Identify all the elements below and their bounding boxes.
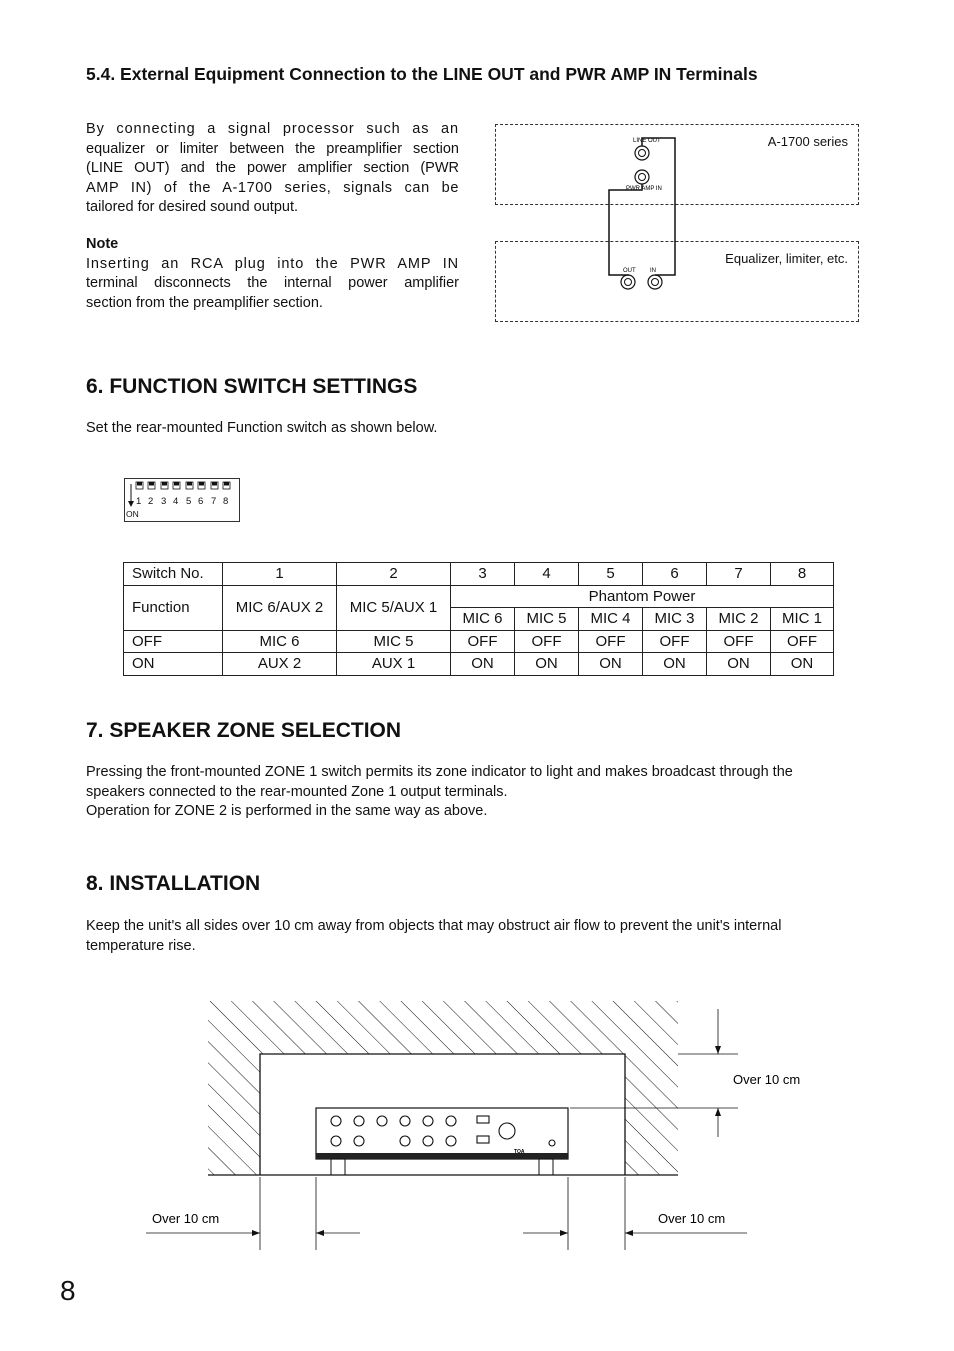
section-6-title: 6. FUNCTION SWITCH SETTINGS (86, 375, 418, 398)
arrow-down-icon (715, 1046, 721, 1054)
note-block (86, 235, 459, 313)
dip-number: 3 (161, 496, 167, 507)
table-cell: OFF (707, 630, 771, 653)
pwr-amp-in-label: PWR AMP IN (626, 186, 662, 192)
table-cell: OFF (579, 630, 643, 653)
left-clearance-label: Over 10 cm (152, 1211, 220, 1226)
dip-switch (124, 478, 240, 522)
table-cell: AUX 2 (223, 653, 337, 676)
table-cell: ON (515, 653, 579, 676)
right-clearance-label: Over 10 cm (658, 1211, 726, 1226)
table-row (124, 585, 834, 608)
body-line: speakers connected to the rear-mounted Zone 1 output terminals. (86, 783, 508, 800)
page-number: 8 (60, 1275, 76, 1306)
table-cell: AUX 1 (337, 653, 451, 676)
note-line: terminal disconnects the internal power amplifier (86, 275, 459, 291)
table-cell: Phantom Power (451, 585, 834, 608)
section-6-intro: Set the rear-mounted Function switch as shown below. (86, 420, 438, 436)
table-cell: ON (124, 653, 223, 676)
table-cell: 8 (771, 563, 834, 586)
unit-foot (331, 1159, 345, 1175)
table-cell: OFF (643, 630, 707, 653)
table-cell: 5 (579, 563, 643, 586)
arrow-down-icon (128, 501, 134, 507)
dip-number: 7 (211, 496, 217, 507)
equalizer-label: Equalizer, limiter, etc. (725, 251, 848, 266)
body-line: tailored for desired sound output. (86, 199, 298, 215)
line-out-jack-icon (635, 146, 649, 160)
table-cell: 7 (707, 563, 771, 586)
table-cell: OFF (515, 630, 579, 653)
table-cell: ON (451, 653, 515, 676)
table-cell: 6 (643, 563, 707, 586)
table-cell: MIC 4 (579, 608, 643, 631)
section-8-title: 8. INSTALLATION (86, 872, 261, 895)
pwr-amp-in-jack-icon (635, 170, 649, 184)
table-row (124, 563, 834, 586)
table-cell: 1 (223, 563, 337, 586)
body-line: temperature rise. (86, 937, 196, 954)
body-line: By connecting a signal processor such as an (86, 121, 459, 137)
a1700-label: A-1700 series (767, 134, 848, 149)
table-cell: OFF (771, 630, 834, 653)
table-cell: MIC 5/AUX 1 (337, 585, 451, 630)
body-line: Operation for ZONE 2 is performed in the same way as above. (86, 803, 488, 819)
section-8-body (86, 917, 876, 956)
arrow-right-icon (252, 1230, 260, 1236)
arrow-left-icon (316, 1230, 324, 1236)
dip-levers (136, 482, 230, 489)
table-cell: MIC 1 (771, 608, 834, 631)
table-row (124, 630, 834, 653)
section-5-4-title: 5.4. External Equipment Connection to the LINE OUT and PWR AMP IN Terminals (86, 64, 758, 84)
in-jack-icon (648, 275, 662, 289)
table-cell: ON (643, 653, 707, 676)
section-5-4-body (86, 120, 459, 218)
note-title: Note (86, 236, 119, 252)
amplifier-unit (316, 1108, 568, 1159)
dip-number: 8 (223, 496, 229, 507)
unit-brand: TOA (514, 1149, 525, 1155)
table-cell: Switch No. (124, 563, 223, 586)
dip-number: 4 (173, 496, 179, 507)
table-cell: ON (771, 653, 834, 676)
in-label: IN (650, 268, 656, 274)
table-cell: 2 (337, 563, 451, 586)
table-cell: MIC 6/AUX 2 (223, 585, 337, 630)
body-line: Keep the unit's all sides over 10 cm away from objects that may obstruct air flow to prevent the unit's internal (86, 918, 782, 934)
table-cell: 3 (451, 563, 515, 586)
section-7-title: 7. SPEAKER ZONE SELECTION (86, 719, 402, 742)
table-cell: MIC 2 (707, 608, 771, 631)
table-cell: ON (707, 653, 771, 676)
note-line: section from the preamplifier section. (86, 294, 323, 311)
installation-diagram (140, 995, 820, 1260)
arrow-up-icon (715, 1108, 721, 1116)
top-clearance-label: Over 10 cm (733, 1072, 801, 1087)
section-7-body (86, 763, 876, 822)
body-line: (LINE OUT) and the power amplifier section (PWR (86, 160, 459, 176)
cable-line (609, 184, 642, 275)
table-cell: OFF (124, 630, 223, 653)
arrow-left-icon (625, 1230, 633, 1236)
table-cell: OFF (451, 630, 515, 653)
function-switch-table (123, 562, 834, 676)
table-row (124, 653, 834, 676)
dip-switch-diagram (125, 479, 239, 521)
table-cell: Function (124, 585, 223, 630)
unit-foot (539, 1159, 553, 1175)
table-cell: MIC 3 (643, 608, 707, 631)
body-line: AMP IN) of the A-1700 series, signals can be (86, 179, 459, 196)
table-cell: ON (579, 653, 643, 676)
body-line: Pressing the front-mounted ZONE 1 switch permits its zone indicator to light and makes broadcast through the (86, 764, 793, 780)
dip-on-label: ON (126, 509, 139, 519)
table-cell: 4 (515, 563, 579, 586)
table-cell: MIC 6 (451, 608, 515, 631)
arrow-right-icon (560, 1230, 568, 1236)
note-line: Inserting an RCA plug into the PWR AMP IN (86, 255, 459, 272)
dip-number: 2 (148, 496, 154, 507)
dip-number: 5 (186, 496, 192, 507)
out-label: OUT (623, 268, 636, 274)
dip-number: 6 (198, 496, 204, 507)
connection-diagram (595, 130, 685, 300)
line-out-label: LINE OUT (633, 138, 661, 144)
table-cell: MIC 5 (515, 608, 579, 631)
table-cell: MIC 6 (223, 630, 337, 653)
dip-number: 1 (136, 496, 142, 507)
table-cell: MIC 5 (337, 630, 451, 653)
body-line: equalizer or limiter between the preamplifier section (86, 140, 459, 157)
out-jack-icon (621, 275, 635, 289)
